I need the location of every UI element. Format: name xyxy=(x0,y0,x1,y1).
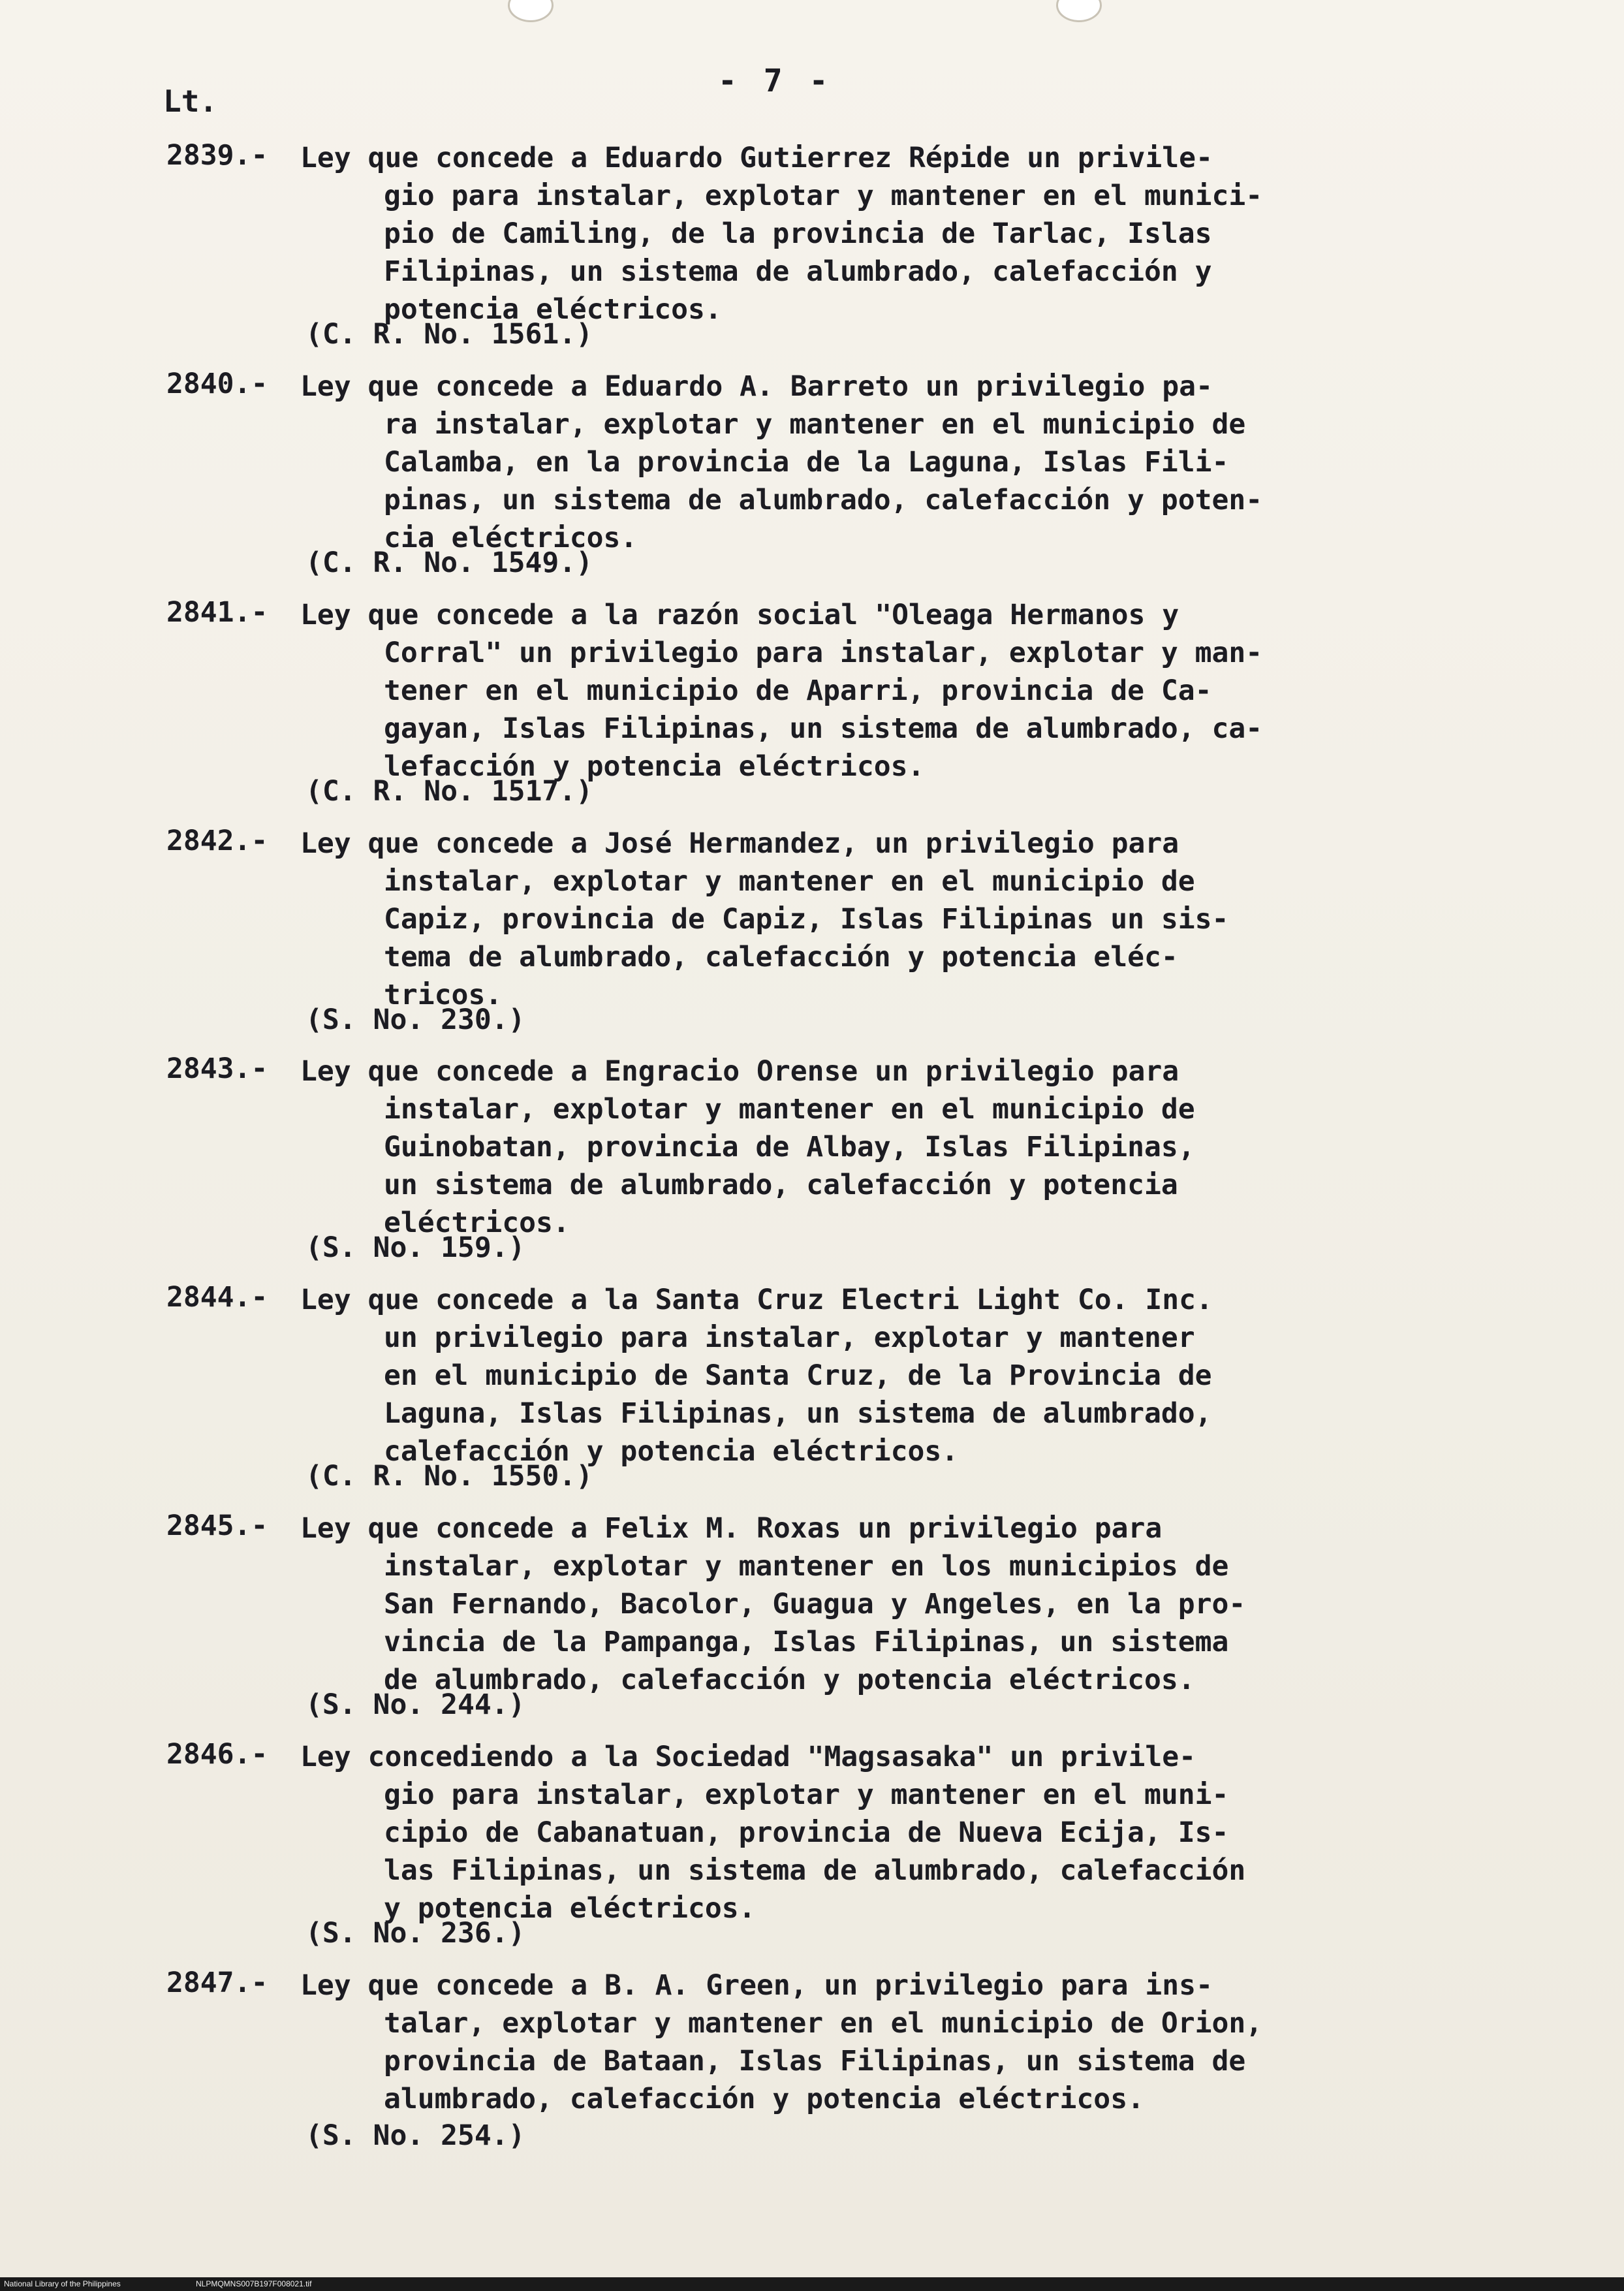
entry-line: tricos. xyxy=(384,979,503,1011)
entry-text xyxy=(300,368,1449,557)
entry-line: cia eléctricos. xyxy=(384,522,638,554)
entry-reference: (C. R. No. 1550.) xyxy=(305,1460,593,1493)
entry-line: instalar, explotar y mantener en el municipio de xyxy=(384,1093,1195,1126)
entry-line: Ley que concede a Engracio Orense un privilegio para xyxy=(300,1055,1179,1088)
entry-text xyxy=(300,1281,1449,1470)
entry-line: Ley que concede a la Santa Cruz Electri Light Co. Inc. xyxy=(300,1284,1213,1316)
footer-file-id: NLPMQMNS007B197F008021.tif xyxy=(196,2279,312,2288)
entry-line: en el municipio de Santa Cruz, de la Provincia de xyxy=(384,1359,1212,1392)
entry-text xyxy=(300,596,1449,785)
entry-line: San Fernando, Bacolor, Guagua y Angeles, en la pro- xyxy=(384,1588,1246,1620)
entry-line: las Filipinas, un sistema de alumbrado, calefacción xyxy=(384,1854,1246,1887)
entry-text xyxy=(300,825,1449,1014)
entry-line: Ley que concede a la razón social "Oleaga Hermanos y xyxy=(300,599,1179,631)
entry-reference: (C. R. No. 1517.) xyxy=(305,775,593,808)
entry-number: 2842.- xyxy=(166,825,268,857)
entry-reference: (S. No. 159.) xyxy=(305,1231,525,1264)
entry-reference: (S. No. 236.) xyxy=(305,1917,525,1950)
entry-number: 2847.- xyxy=(166,1967,268,1999)
entry-line: instalar, explotar y mantener en los municipios de xyxy=(384,1550,1229,1583)
entry-line: instalar, explotar y mantener en el municipio de xyxy=(384,865,1195,898)
entry-text xyxy=(300,1738,1449,1927)
entry-line: Filipinas, un sistema de alumbrado, calefacción y xyxy=(384,255,1212,288)
entry-number: 2845.- xyxy=(166,1509,268,1542)
entry-number: 2841.- xyxy=(166,596,268,629)
entry-line: un privilegio para instalar, explotar y mantener xyxy=(384,1321,1195,1354)
page-number: - 7 - xyxy=(718,63,832,99)
archive-footer xyxy=(0,2277,1624,2291)
entry-number: 2843.- xyxy=(166,1052,268,1085)
entry-line: alumbrado, calefacción y potencia eléctricos. xyxy=(384,2083,1144,2115)
entry-line: calefacción y potencia eléctricos. xyxy=(384,1435,959,1468)
entry-line: Ley que concede a Eduardo Gutierrez Répide un privile- xyxy=(300,142,1213,174)
entry-line: Corral" un privilegio para instalar, explotar y man- xyxy=(384,637,1263,669)
entry-text xyxy=(300,139,1449,328)
entry-line: tema de alumbrado, calefacción y potencia eléc- xyxy=(384,941,1178,973)
entry-reference: (C. R. No. 1561.) xyxy=(305,318,593,351)
entry-line: eléctricos. xyxy=(384,1207,570,1239)
entry-line: cipio de Cabanatuan, provincia de Nueva Ecija, Is- xyxy=(384,1816,1229,1849)
entry-text xyxy=(300,1052,1449,1242)
entry-line: talar, explotar y mantener en el municipio de Orion, xyxy=(384,2007,1263,2040)
entry-number: 2840.- xyxy=(166,368,268,400)
entry-text xyxy=(300,1509,1449,1699)
entry-reference: (S. No. 254.) xyxy=(305,2119,525,2152)
entry-line: Ley que concede a José Hermandez, un privilegio para xyxy=(300,827,1179,860)
entry-line: potencia eléctricos. xyxy=(384,293,722,326)
entry-line: provincia de Bataan, Islas Filipinas, un sistema de xyxy=(384,2045,1246,2078)
entry-line: pinas, un sistema de alumbrado, calefacción y poten- xyxy=(384,484,1263,516)
footer-institution: National Library of the Philippines xyxy=(4,2279,121,2288)
entry-number: 2844.- xyxy=(166,1281,268,1314)
header-mark: Lt. xyxy=(163,84,218,119)
entry-line: lefacción y potencia eléctricos. xyxy=(384,750,925,783)
entry-number: 2846.- xyxy=(166,1738,268,1771)
entry-line: gio para instalar, explotar y mantener en el muni- xyxy=(384,1778,1229,1811)
entry-line: Guinobatan, provincia de Albay, Islas Filipinas, xyxy=(384,1131,1195,1163)
entry-number: 2839.- xyxy=(166,139,268,172)
entry-line: un sistema de alumbrado, calefacción y potencia xyxy=(384,1169,1178,1201)
entry-line: de alumbrado, calefacción y potencia eléctricos. xyxy=(384,1664,1195,1696)
entry-line: Ley concediendo a la Sociedad "Magsasaka" un privile- xyxy=(300,1741,1196,1773)
punch-hole xyxy=(508,0,554,22)
entry-line: Calamba, en la provincia de la Laguna, Islas Fili- xyxy=(384,446,1229,479)
entry-reference: (S. No. 230.) xyxy=(305,1003,525,1036)
entry-line: gayan, Islas Filipinas, un sistema de alumbrado, ca- xyxy=(384,712,1263,745)
entry-line: tener en el municipio de Aparri, provincia de Ca- xyxy=(384,674,1212,707)
entry-line: ra instalar, explotar y mantener en el municipio de xyxy=(384,408,1246,441)
entry-line: Ley que concede a Eduardo A. Barreto un privilegio pa- xyxy=(300,370,1213,403)
entry-reference: (C. R. No. 1549.) xyxy=(305,546,593,579)
entry-line: Ley que concede a Felix M. Roxas un privilegio para xyxy=(300,1512,1163,1545)
entry-line: Capiz, provincia de Capiz, Islas Filipinas un sis- xyxy=(384,903,1229,936)
entry-line: vincia de la Pampanga, Islas Filipinas, un sistema xyxy=(384,1626,1229,1658)
entry-reference: (S. No. 244.) xyxy=(305,1688,525,1721)
punch-hole xyxy=(1056,0,1102,22)
entry-line: gio para instalar, explotar y mantener en el munici- xyxy=(384,180,1263,212)
entry-line: y potencia eléctricos. xyxy=(384,1892,756,1925)
entry-line: Laguna, Islas Filipinas, un sistema de alumbrado, xyxy=(384,1397,1212,1430)
entry-text xyxy=(300,1967,1449,2118)
entry-line: pio de Camiling, de la provincia de Tarlac, Islas xyxy=(384,217,1212,250)
entry-line: Ley que concede a B. A. Green, un privilegio para ins- xyxy=(300,1969,1213,2002)
